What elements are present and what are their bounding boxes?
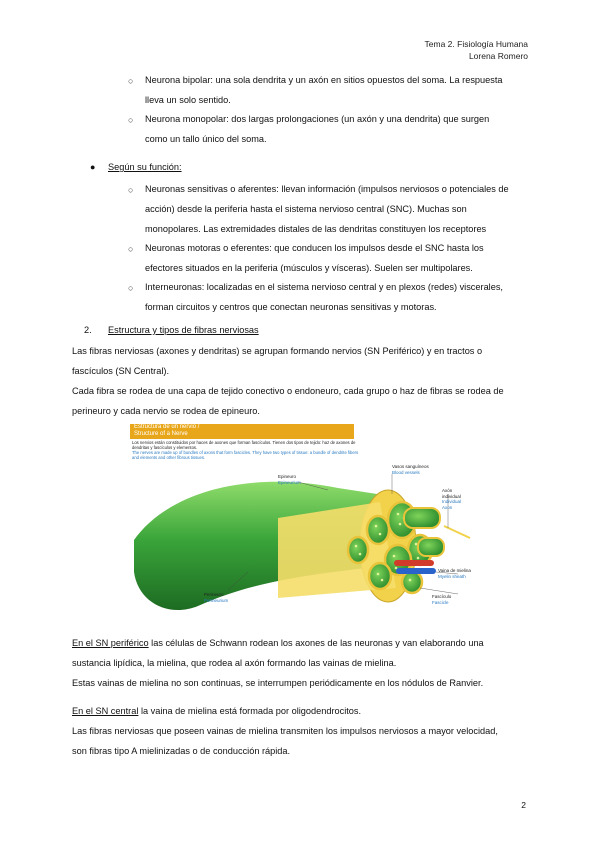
vein-vessel bbox=[396, 568, 436, 574]
function-heading: Según su función: bbox=[108, 162, 182, 172]
nerve-illustration bbox=[128, 422, 472, 614]
monopolar-paragraph: Neurona monopolar: dos largas prolongaciones (un axón y una dendrita) que surgen como un tallo único del soma. bbox=[145, 114, 490, 144]
circle-bullet-icon: ○ bbox=[128, 283, 134, 293]
central-paragraph: En el SN central la vaina de mielina está formada por oligodendrocitos. bbox=[72, 706, 362, 716]
circle-bullet-icon: ○ bbox=[128, 115, 134, 125]
header-subject: Tema 2. Fisiología Humana bbox=[424, 39, 528, 49]
artery-vessel bbox=[394, 560, 434, 566]
label-epineurium: Epineuro Epineurium bbox=[278, 474, 301, 485]
label-perineurium: Perineuro Perineurium bbox=[204, 592, 229, 603]
circle-bullet-icon: ○ bbox=[128, 76, 134, 86]
header-author: Lorena Romero bbox=[468, 51, 528, 61]
circle-bullet-icon: ○ bbox=[128, 244, 134, 254]
figure-caption: Los nervios están constituidos por haces de axones que forman fascículos. Tienen dos tipos de tejido: haz de axones de dendritas y fascículos y elementos. The nerves are made up of bundles of axons that form fascicles. They have two types of tissue: a bundle of dendrite fibers and elements and other fibrous tissues. bbox=[132, 440, 359, 460]
fibers-paragraph: Las fibras nerviosas (axones y dendritas) se agrupan formando nervios (SN Periférico) y en tractos o fascículos (SN Central). bbox=[72, 346, 483, 376]
label-blood-vessels: Vasos sanguíneos Blood vessels bbox=[392, 464, 429, 475]
circle-bullet-icon: ○ bbox=[128, 185, 134, 195]
peripheral-paragraph: En el SN periférico las células de Schwann rodean los axones de las neuronas y van elaborando una sustancia lipídica, la mielina, que rodea al axón formando las vainas de mielina. Estas vainas de mielina no son continuas, se interrumpen periódicamente en los nódulos de Ranvier. bbox=[72, 638, 484, 688]
motor-paragraph: Neuronas motoras o eferentes: que conducen los impulsos desde el SNC hasta los efectores situados en la periferia (músculos y vísceras). Suelen ser multipolares. bbox=[145, 243, 484, 273]
speed-paragraph: Las fibras nerviosas que poseen vainas de mielina transmiten los impulsos nerviosos a mayor velocidad, son fibras tipo A mielinizadas o de conducción rápida. bbox=[72, 726, 498, 756]
section-heading: 2. Estructura y tipos de fibras nerviosas bbox=[84, 325, 259, 335]
dot-bullet-icon: ● bbox=[90, 162, 96, 172]
page-number: 2 bbox=[521, 800, 526, 810]
label-fascicle: Fascículo Fascicle bbox=[432, 594, 452, 605]
connective-paragraph: Cada fibra se rodea de una capa de tejido conectivo o endoneuro, cada grupo o haz de fibras se rodea de perineuro y cada nervio se rodea de epineuro. bbox=[72, 386, 504, 416]
label-axon: Axón individual Individual Axon bbox=[442, 488, 462, 510]
label-myelin: Vaina de mielina Myelin sheath bbox=[438, 568, 471, 579]
sensitive-paragraph: Neuronas sensitivas o aferentes: llevan información (impulsos nerviosos o potenciales de acción) desde la periferia hasta el sistema nervioso central (SNC). Muchas son monopolares. Las extremidades distales de las dendritas constituyen los receptores bbox=[145, 184, 509, 234]
nerve-structure-figure bbox=[128, 422, 472, 614]
interneuron-paragraph: Interneuronas: localizadas en el sistema nervioso central y en plexos (redes) viscerales, forman circuitos y centros que conectan neuronas sensitivas y motoras. bbox=[145, 282, 503, 312]
figure-title: Estructura de un nervio / Structure of a Nerve bbox=[130, 424, 354, 439]
bipolar-paragraph: Neurona bipolar: una sola dendrita y un axón en sitios opuestos del soma. La respuesta lleva un solo sentido. bbox=[145, 75, 503, 105]
page-header bbox=[425, 38, 528, 62]
